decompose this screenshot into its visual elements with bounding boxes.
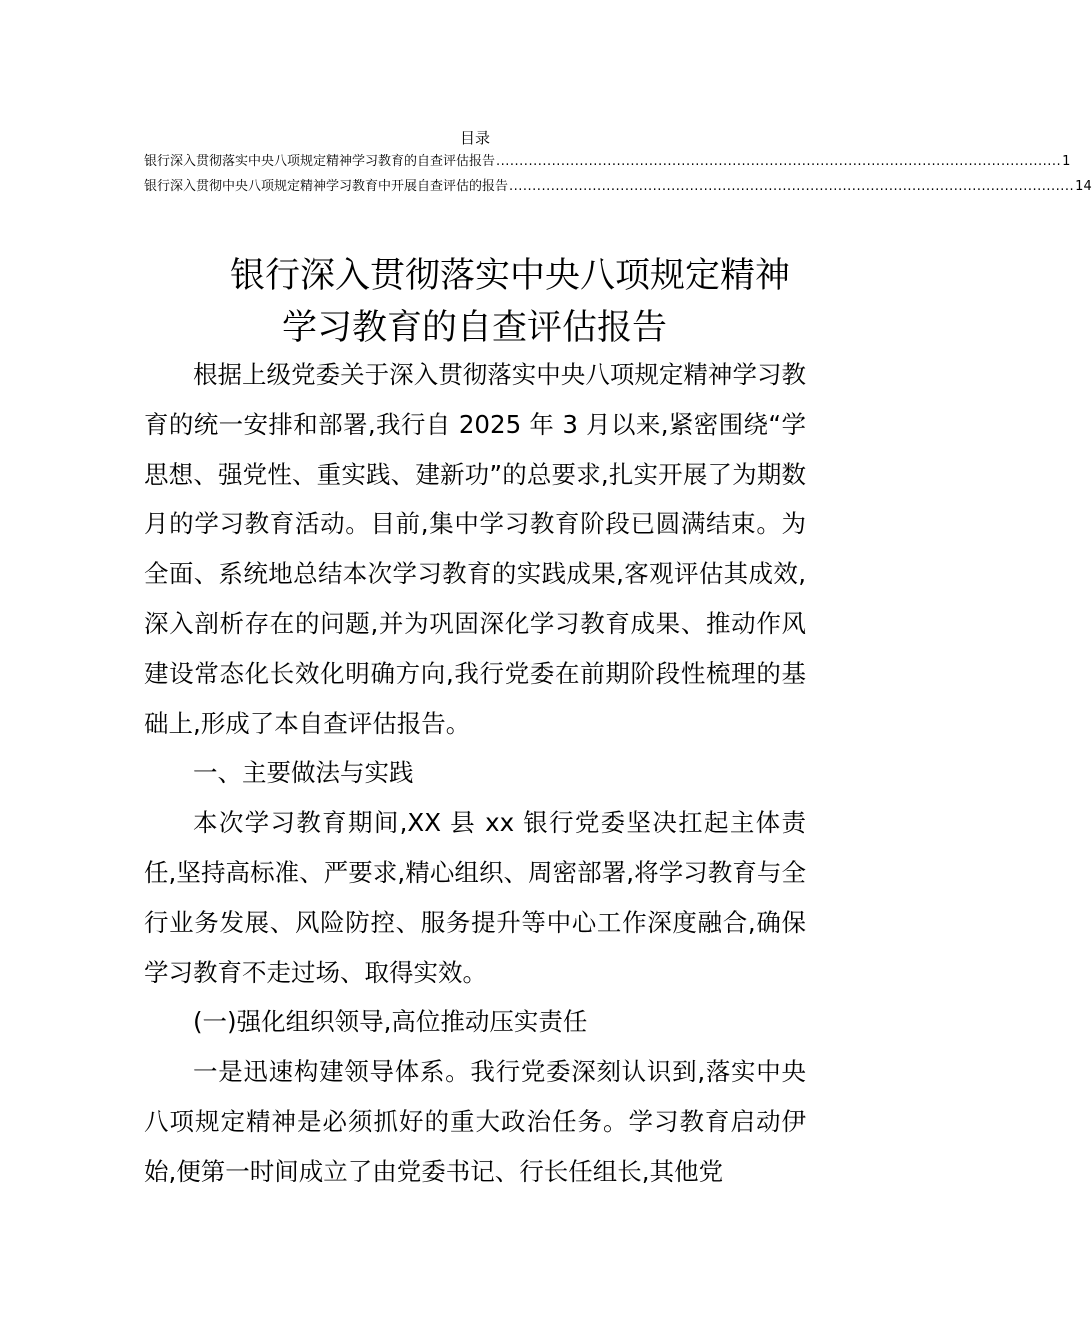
document-title-line1: 银行深入贯彻落实中央八项规定精神 — [230, 256, 791, 296]
toc-page-number: 14 — [1075, 179, 1092, 194]
document-body — [144, 350, 806, 1197]
body-paragraph: 本次学习教育期间,XX 县 xx 银行党委坚决扛起主体责任,坚持高标准、严要求,精心组织、周密部署,将学习教育与全行业务发展、风险防控、服务提升等中心工作深度融合,确保学习教育不走过场、取得实效。 — [144, 808, 806, 987]
toc-page-number: 1 — [1062, 154, 1071, 169]
toc-entry[interactable] — [144, 178, 1092, 196]
intro-paragraph: 根据上级党委关于深入贯彻落实中央八项规定精神学习教育的统一安排和部署,我行自 2025 年 3 月以来,紧密围绕“学思想、强党性、重实践、建新功”的总要求,扎实开展了为期数月的学习教育活动。目前,集中学习教育阶段已圆满结束。为全面、系统地总结本次学习教育的实践成果,客观评估其成效,深入剖析存在的问题,并为巩固深化学习教育成果、推动作风建设常态化长效化明确方向,我行党委在前期阶段性梳理的基础上,形成了本自查评估报告。 — [144, 360, 806, 738]
toc-title: 目录 — [459, 129, 490, 147]
toc-entry-text: 银行深入贯彻落实中央八项规定精神学习教育的自查评估报告 — [144, 154, 496, 169]
toc-dot-leader: .......................................................................................................................... — [509, 179, 1075, 194]
toc-entry[interactable] — [144, 153, 1071, 171]
body-paragraph: 一是迅速构建领导体系。我行党委深刻认识到,落实中央八项规定精神是必须抓好的重大政治任务。学习教育启动伊始,便第一时间成立了由党委书记、行长任组长,其他党 — [144, 1057, 806, 1186]
toc-dot-leader: .......................................................................................................................... — [496, 154, 1062, 169]
document-title — [144, 250, 806, 354]
document-title-line2: 学习教育的自查评估报告 — [282, 308, 668, 348]
subsection-heading: (一)强化组织领导,高位推动压实责任 — [193, 1007, 588, 1037]
section-heading: 一、主要做法与实践 — [193, 758, 414, 788]
toc-entry-text: 银行深入贯彻中央八项规定精神学习教育中开展自查评估的报告 — [144, 179, 509, 194]
